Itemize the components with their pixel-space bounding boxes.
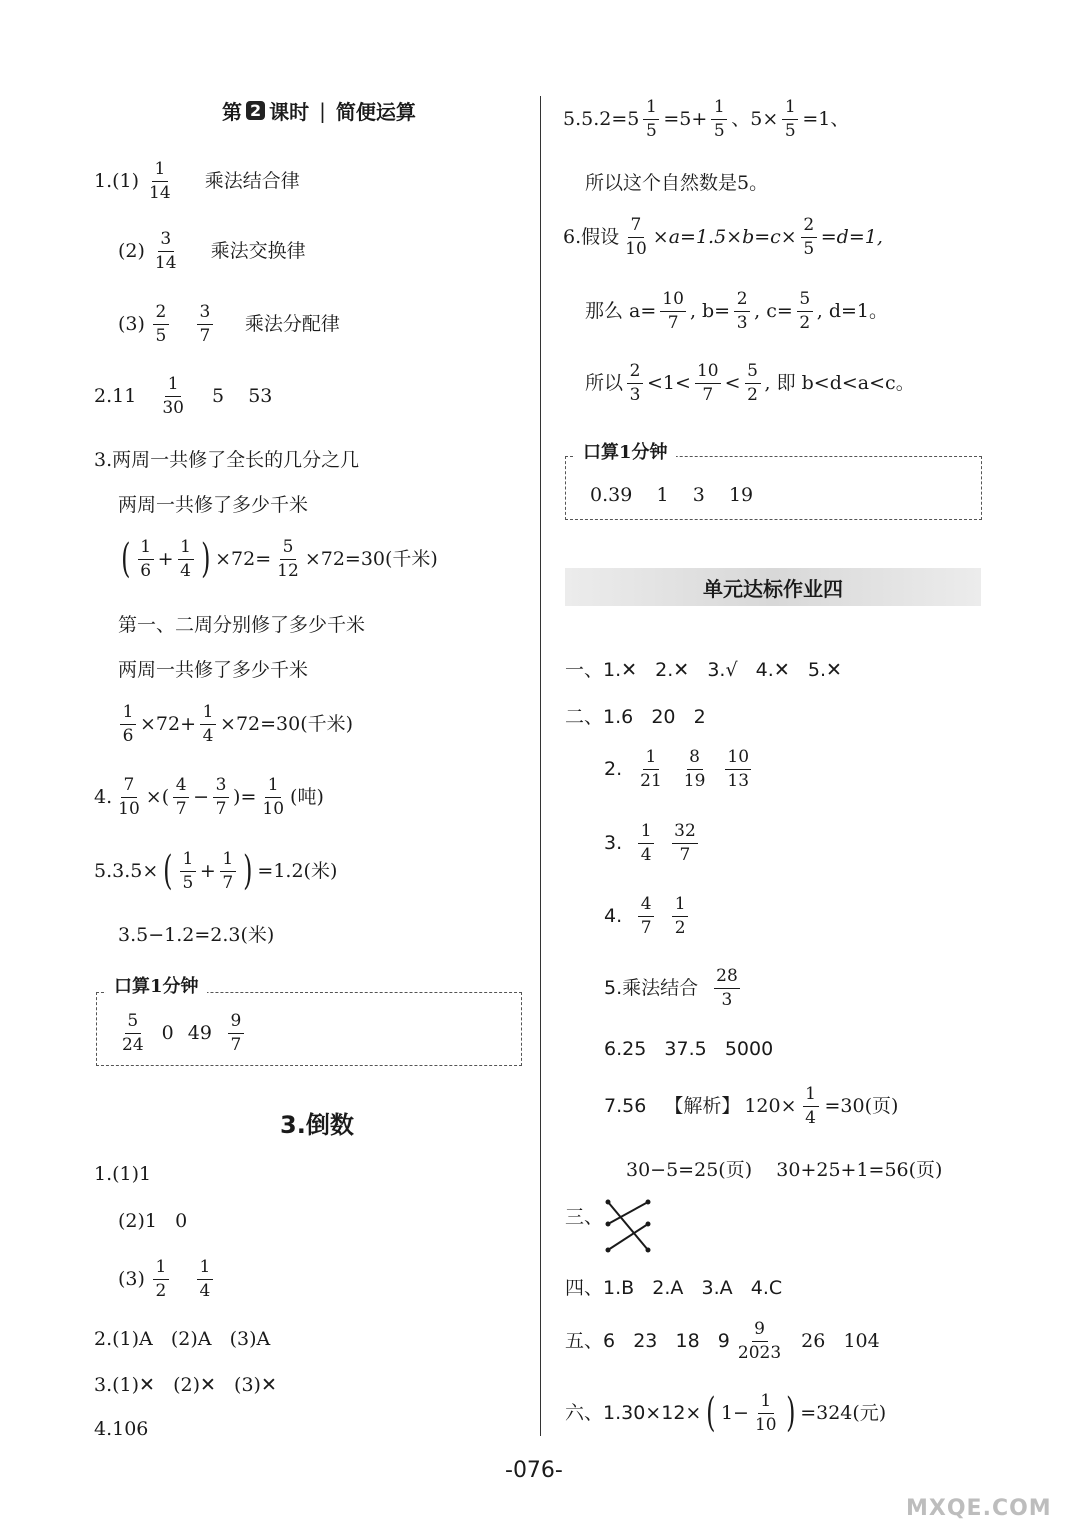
section-6: 六、1.30×12× ( 1− $\frac{1}{10}$ ) =324(元) (565, 1390, 887, 1437)
answer-3-line-3: 第一、二周分别修了多少千米 (118, 614, 366, 636)
fraction: $\frac{2}{3}$ (734, 290, 750, 332)
section-title-reciprocal: 3.倒数 (280, 1111, 354, 1139)
fraction: $\frac{1}{4}$ (197, 1258, 213, 1300)
fraction: $\frac{1}{2}$ (672, 895, 688, 937)
answer-r5: 5.5.2=5 $\frac{1}{5}$ =5+ $\frac{1}{5}$ 、5× $\frac{1}{5}$ =1、 (563, 97, 850, 141)
lesson-number-badge: 2 (246, 101, 265, 120)
fraction: $\frac{1}{10}$ (262, 775, 285, 819)
lesson-separator: | (319, 98, 326, 123)
fraction: $\frac{1}{10}$ (754, 1391, 777, 1435)
fraction: $\frac{28}{3}$ (716, 966, 738, 1010)
section-2-4: 4. $\frac{4}{7}$ $\frac{1}{2}$ (604, 895, 690, 937)
fraction: $\frac{9}{2023}$ (737, 1319, 782, 1363)
fraction: $\frac{3}{7}$ (213, 776, 229, 818)
fraction: $\frac{10}{13}$ (727, 747, 750, 791)
fraction: $\frac{8}{19}$ (683, 747, 706, 791)
fraction: $\frac{1}{21}$ (640, 747, 662, 791)
fraction: $\frac{2}{5}$ (801, 216, 817, 258)
fraction: $\frac{1}{6}$ (120, 703, 136, 745)
answer-1-1: 1.(1) $\frac{1}{14}$ 乘法结合律 (94, 159, 300, 203)
section-1: 一、1.✕ 2.✕ 3.√ 4.✕ 5.✕ (565, 659, 842, 681)
fraction: $\frac{1}{5}$ (643, 98, 659, 140)
section-2-3: 3. $\frac{1}{4}$ $\frac{32}{7}$ (604, 821, 696, 865)
lesson-suffix: 课时 (269, 100, 310, 124)
reciprocal-answer-1-3: (3) $\frac{1}{2}$ $\frac{1}{4}$ (118, 1258, 215, 1300)
section-2-7: 7.56 【解析】 120× $\frac{1}{4}$ =30(页) (604, 1084, 899, 1128)
answer-r5-line-2: 所以这个自然数是5。 (585, 172, 769, 194)
lesson-header (222, 96, 416, 125)
fraction: $\frac{5}{24}$ (122, 1011, 144, 1055)
fraction: $\frac{4}{7}$ (638, 895, 654, 937)
answer-1-2: (2) $\frac{3}{14}$ 乘法交换律 (118, 229, 306, 273)
fraction: $\frac{2}{5}$ (153, 303, 169, 345)
answer-3-equation-2: $\frac{1}{6}$ ×72+ $\frac{1}{4}$ ×72=30(千米) (118, 703, 353, 745)
fraction: $\frac{1}{7}$ (220, 850, 236, 892)
answer-5-line-2: 3.5−1.2=2.3(米) (118, 924, 275, 946)
answer-1-3: (3) $\frac{2}{5}$ $\frac{3}{7}$ 乘法分配律 (118, 302, 340, 346)
lesson-title: 简便运算 (335, 100, 416, 124)
oral-box-right-values: 0.39 1 3 19 (590, 484, 754, 506)
lesson-prefix: 第 (222, 100, 242, 124)
section-2-2: 2. $\frac{1}{21}$ $\frac{8}{19}$ $\frac{10}{13}$ (604, 747, 750, 791)
column-divider (540, 96, 541, 1436)
answer-3-line-1: 3.两周一共修了全长的几分之几 (94, 449, 360, 471)
section-2-6: 6.25 37.5 5000 (604, 1038, 774, 1060)
answer-r6-line-3: 所以 $\frac{2}{3}$ <1< $\frac{10}{7}$ < $\frac{5}{2}$ , 即 b<d<a<c。 (585, 361, 915, 405)
fraction: $\frac{7}{10}$ (625, 215, 647, 259)
fraction: $\frac{32}{7}$ (674, 821, 696, 865)
reciprocal-answer-3: 3.(1)✕ (2)✕ (3)✕ (94, 1374, 277, 1396)
fraction: $\frac{2}{3}$ (627, 362, 643, 404)
fraction: $\frac{1}{4}$ (803, 1085, 819, 1127)
oral-box-left-values: $\frac{5}{24}$ 0 49 $\frac{9}{7}$ (118, 1012, 246, 1054)
reciprocal-answer-4: 4.106 (94, 1418, 149, 1440)
answer-3-equation-1: ( $\frac{1}{6}$ + $\frac{1}{4}$ ) ×72= $\frac{5}{12}$ ×72=30(千米) (121, 536, 438, 583)
fraction: $\frac{3}{14}$ (154, 229, 177, 273)
fraction: $\frac{5}{12}$ (277, 537, 299, 581)
fraction: $\frac{1}{5}$ (782, 98, 798, 140)
page-number: -076- (505, 1458, 563, 1483)
fraction: $\frac{1}{5}$ (180, 850, 196, 892)
fraction: $\frac{9}{7}$ (228, 1012, 244, 1054)
section-2-5: 5.乘法结合 $\frac{28}{3}$ (604, 966, 738, 1010)
answer-r6: 6.假设 $\frac{7}{10}$ ×a=1.5×b=c× $\frac{2}{5}$ =d=1, (563, 215, 883, 259)
fraction: $\frac{4}{7}$ (173, 776, 189, 818)
fraction: $\frac{1}{4}$ (200, 703, 216, 745)
fraction: $\frac{10}{7}$ (662, 289, 684, 333)
fraction: $\frac{1}{2}$ (153, 1258, 169, 1300)
section-2-1: 二、1.6 20 2 (565, 706, 706, 728)
fraction: $\frac{1}{30}$ (162, 374, 184, 418)
fraction: $\frac{1}{4}$ (638, 822, 654, 864)
watermark: MXQE.COM (906, 1496, 1052, 1521)
section-3-label: 三、 (565, 1206, 604, 1228)
section-4: 四、1.B 2.A 3.A 4.C (565, 1277, 783, 1299)
fraction: $\frac{5}{2}$ (745, 362, 761, 404)
fraction: $\frac{7}{10}$ (118, 775, 140, 819)
unit-banner: 单元达标作业四 (565, 568, 981, 606)
section-5: 五、6 23 18 9 $\frac{9}{2023}$ 26 104 (565, 1319, 880, 1363)
fraction: $\frac{1}{5}$ (711, 98, 727, 140)
answer-4: 4. $\frac{7}{10}$ ×( $\frac{4}{7}$ − $\frac{3}{7}$ )= $\frac{1}{10}$ (吨) (94, 775, 324, 819)
answer-r6-line-2: 那么 a= $\frac{10}{7}$ , b= $\frac{2}{3}$ , c= $\frac{5}{2}$ , d=1。 (585, 289, 889, 333)
fraction: $\frac{10}{7}$ (696, 361, 719, 405)
section-2-7-line-2: 30−5=25(页) 30+25+1=56(页) (626, 1159, 943, 1181)
oral-box-right-title: 口算1分钟 (575, 438, 676, 464)
oral-box-left-title: 口算1分钟 (106, 972, 207, 998)
matching-lines-drawing (600, 1196, 656, 1256)
answer-3-line-4: 两周一共修了多少千米 (118, 659, 309, 681)
reciprocal-answer-2: 2.(1)A (2)A (3)A (94, 1328, 271, 1350)
fraction: $\frac{5}{2}$ (797, 290, 813, 332)
answer-5: 5.3.5× ( $\frac{1}{5}$ + $\frac{1}{7}$ ) =1.2(米) (94, 848, 338, 895)
fraction: $\frac{1}{4}$ (178, 538, 194, 580)
fraction: $\frac{3}{7}$ (197, 303, 213, 345)
answer-3-line-2: 两周一共修了多少千米 (118, 494, 309, 516)
reciprocal-answer-1-2: (2)1 0 (118, 1210, 188, 1232)
answer-2: 2.11 $\frac{1}{30}$ 5 53 (94, 374, 273, 418)
fraction: $\frac{1}{6}$ (138, 538, 154, 580)
fraction: $\frac{1}{14}$ (149, 159, 171, 203)
reciprocal-answer-1-1: 1.(1)1 (94, 1163, 152, 1185)
